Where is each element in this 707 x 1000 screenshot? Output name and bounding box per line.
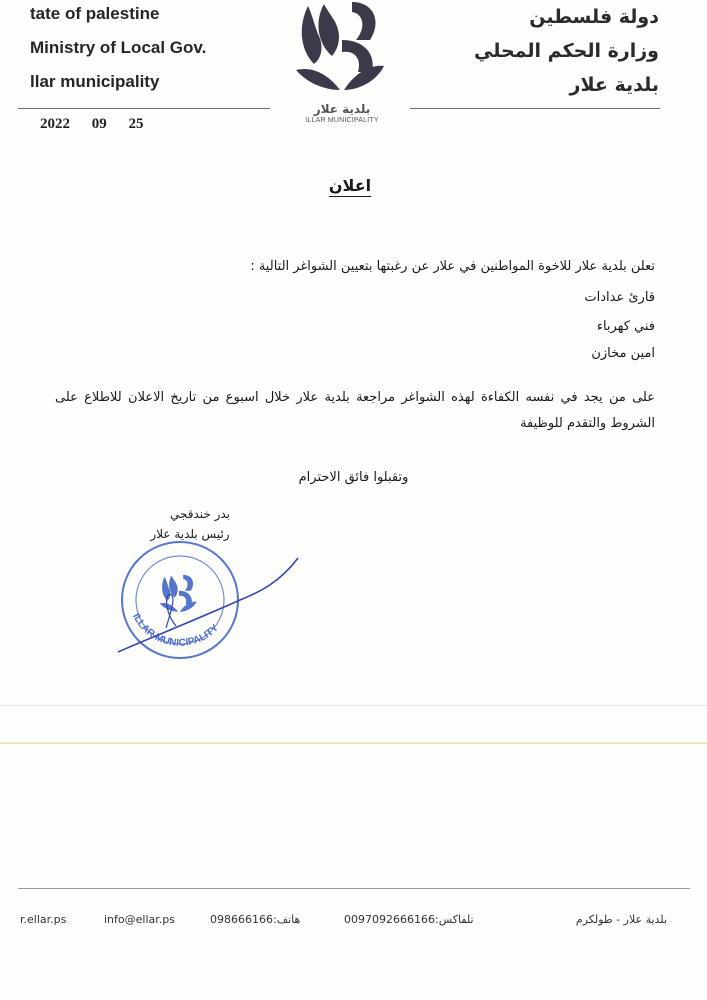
footer-phone: هاتف:098666166 — [210, 913, 301, 926]
footer-website: r.ellar.ps — [20, 913, 67, 926]
header-ar-ministry: وزارة الحكم المحلي — [474, 40, 659, 62]
handwritten-signature — [110, 548, 310, 658]
body-paragraph: على من يجد في نفسه الكفاءة لهذه الشواغر مراجعة بلدية علار خلال اسبوع من تاريخ الاعلان للاطلاع على الشروط والتقدم للوظيفة — [55, 390, 655, 431]
position-item: فني كهرباء — [596, 319, 655, 334]
stamp-text: ILLAR MUNICIPALITY — [130, 611, 221, 649]
closing-line: وتقبلوا فائق الاحترام — [298, 470, 409, 485]
header-en-municipality: llar municipality — [30, 72, 160, 91]
document-title: اعلان — [328, 176, 372, 195]
header-ar-municipality: بلدية علار — [569, 74, 659, 96]
footer-email: info@ellar.ps — [104, 913, 175, 926]
intro-paragraph: تعلن بلدية علار للاخوة المواطنين في علار عن رغبتها بتعيين الشواغر التالية : — [250, 259, 655, 274]
position-item: قارئ عدادات — [584, 290, 655, 305]
header-en-state: tate of palestine — [30, 4, 160, 23]
header-ar-state: دولة فلسطين — [529, 6, 659, 28]
logo-emblem-icon — [292, 0, 392, 100]
position-item: امين مخازن — [591, 346, 655, 361]
signer-name: بدر خندقجي — [169, 507, 231, 521]
footer-rule — [18, 888, 690, 889]
footer-fax: تلفاكس:0097092666166 — [344, 913, 474, 926]
signer-title: رئيس بلدية علار — [150, 527, 230, 541]
header-rule-left — [18, 108, 270, 109]
logo-caption-en: ILLAR MUNICIPALITY — [305, 117, 379, 124]
header-en-ministry: Ministry of Local Gov. — [30, 38, 207, 57]
document-date: 2022 09 25 — [40, 116, 144, 132]
page-fold-line — [0, 705, 707, 706]
logo-caption-ar: بلدية علار — [313, 102, 371, 116]
page-fold-line — [0, 742, 707, 744]
header-rule-right — [410, 108, 660, 109]
footer-address: بلدية علار - طولكرم — [575, 913, 667, 926]
